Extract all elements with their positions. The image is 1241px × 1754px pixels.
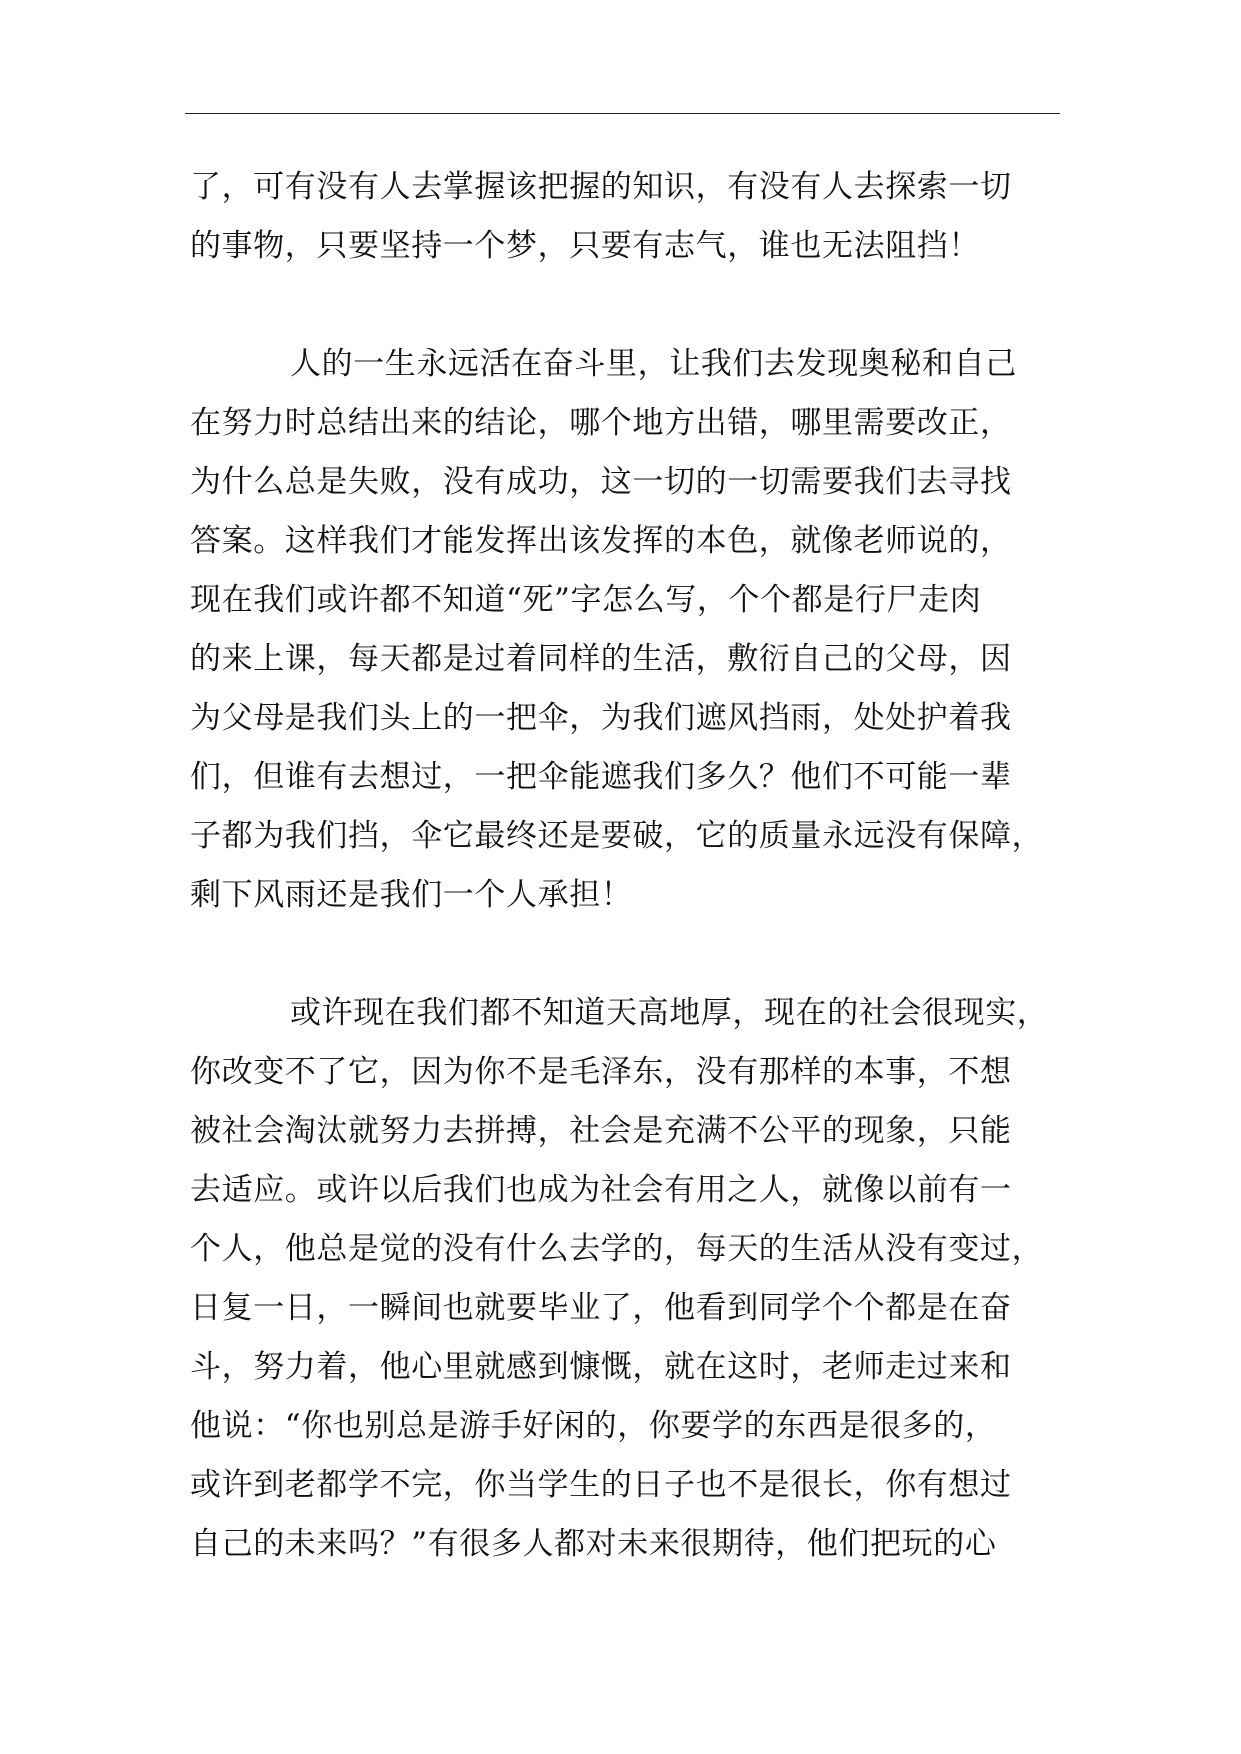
text-line: 被社会淘汰就努力去拼搏，社会是充满不公平的现象，只能 <box>190 1113 1012 1149</box>
paragraph-gap <box>190 925 1080 984</box>
text-line: 为什么总是失败，没有成功，这一切的一切需要我们去寻找 <box>190 464 1012 500</box>
text-line: 日复一日，一瞬间也就要毕业了，他看到同学个个都是在奋 <box>190 1290 1012 1326</box>
header-rule <box>185 113 1060 114</box>
text-line: 剩下风雨还是我们一个人承担！ <box>190 877 633 913</box>
text-line: 了，可有没有人去掌握该把握的知识，有没有人去探索一切 <box>190 169 1012 205</box>
text-line: 答案。这样我们才能发挥出该发挥的本色，就像老师说的， <box>190 523 1012 559</box>
text-line: 现在我们或许都不知道“死”字怎么写，个个都是行尸走肉 <box>190 582 982 618</box>
body-text <box>190 158 1080 1574</box>
text-line: 的来上课，每天都是过着同样的生活，敷衍自己的父母，因 <box>190 641 1012 677</box>
text-line: 人的一生永远活在奋斗里，让我们去发现奥秘和自己 <box>290 346 1017 382</box>
text-line: 斗，努力着，他心里就感到慷慨，就在这时，老师走过来和 <box>190 1349 1012 1385</box>
paragraph-1 <box>190 158 1080 276</box>
text-line: 他说：“你也别总是游手好闲的，你要学的东西是很多的， <box>190 1408 997 1444</box>
text-line: 为父母是我们头上的一把伞，为我们遮风挡雨，处处护着我 <box>190 700 1012 736</box>
text-line: 子都为我们挡，伞它最终还是要破，它的质量永远没有保障， <box>190 818 1044 854</box>
paragraph-2 <box>190 335 1080 925</box>
text-line: 你改变不了它，因为你不是毛泽东，没有那样的本事，不想 <box>190 1054 1012 1090</box>
text-line: 们，但谁有去想过，一把伞能遮我们多久？他们不可能一辈 <box>190 759 1012 795</box>
paragraph-3 <box>190 984 1080 1574</box>
text-line: 或许到老都学不完，你当学生的日子也不是很长，你有想过 <box>190 1467 1012 1503</box>
text-line: 的事物，只要坚持一个梦，只要有志气，谁也无法阻挡！ <box>190 228 980 264</box>
text-line: 去适应。或许以后我们也成为社会有用之人，就像以前有一 <box>190 1172 1012 1208</box>
text-line: 个人，他总是觉的没有什么去学的，每天的生活从没有变过， <box>190 1231 1044 1267</box>
text-line: 或许现在我们都不知道天高地厚，现在的社会很现实， <box>290 995 1049 1031</box>
text-line: 在努力时总结出来的结论，哪个地方出错，哪里需要改正， <box>190 405 1012 441</box>
paragraph-gap <box>190 276 1080 335</box>
text-line: 自己的未来吗？”有很多人都对未来很期待，他们把玩的心 <box>190 1526 997 1562</box>
